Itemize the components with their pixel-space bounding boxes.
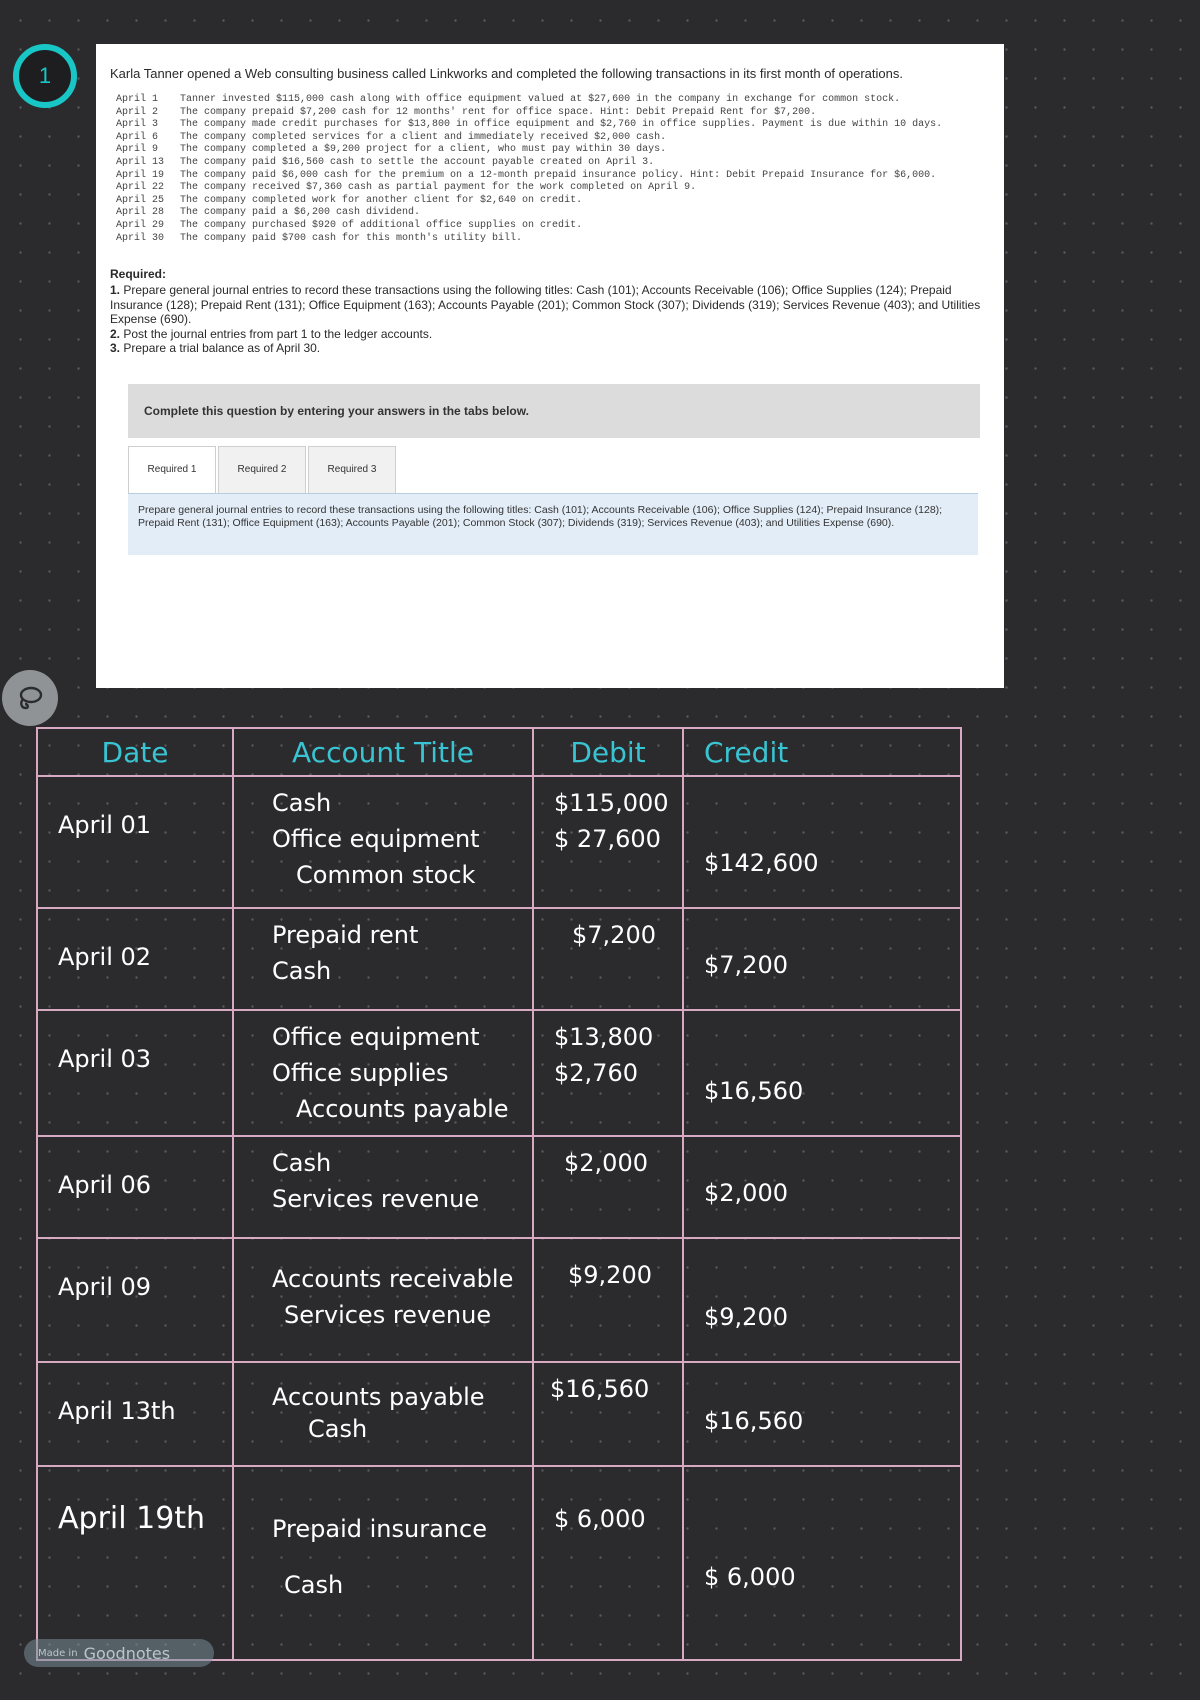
entry-credit: $16,560 <box>683 1362 961 1466</box>
transaction-row: April 3 The company made credit purchases for $13,800 in office equipment and $2,760 in office supplies. Payment is due within 10 days. <box>116 119 943 131</box>
entry-credit: $9,200 <box>683 1238 961 1362</box>
transaction-row: April 25 The company completed work for another client for $2,640 on credit. <box>116 194 583 206</box>
entry-date: April 06 <box>37 1136 233 1238</box>
transaction-row: April 19 The company paid $6,000 cash for the premium on a 12-month prepaid insurance policy. Hint: Debit Prepaid Insurance for $6,000. <box>116 169 937 181</box>
entry-accounts: Prepaid rent Cash <box>233 908 533 1010</box>
entry-date: April 01 <box>37 776 233 908</box>
lasso-icon <box>15 683 45 713</box>
transaction-row: April 30 The company paid $700 cash for this month's utility bill. <box>116 232 523 244</box>
entry-accounts: Office equipment Office supplies Accounts payable <box>233 1010 533 1136</box>
instruction-banner: Complete this question by entering your answers in the tabs below. <box>128 384 980 438</box>
entry-debits: $9,200 <box>533 1238 683 1362</box>
journal-row <box>37 1136 961 1238</box>
entry-accounts: Cash Services revenue <box>233 1136 533 1238</box>
transaction-row: April 29 The company purchased $920 of additional office supplies on credit. <box>116 219 583 231</box>
transaction-list <box>110 94 990 245</box>
header-debit: Debit <box>533 728 683 776</box>
tab-required-1[interactable]: Required 1 <box>128 446 216 493</box>
entry-debits: $16,560 <box>533 1362 683 1466</box>
journal-row <box>37 1362 961 1466</box>
header-credit: Credit <box>683 728 961 776</box>
entry-debits: $2,000 <box>533 1136 683 1238</box>
journal-row <box>37 1010 961 1136</box>
journal-row <box>37 1466 961 1660</box>
entry-accounts: Accounts payable Cash <box>233 1362 533 1466</box>
transaction-row: April 1 Tanner invested $115,000 cash along with office equipment valued at $27,600 in the company in exchange for common stock. <box>116 94 901 105</box>
entry-date: April 13th <box>37 1362 233 1466</box>
goodnotes-watermark: Made in Goodnotes <box>24 1639 214 1667</box>
required-item: 3. Prepare a trial balance as of April 30. <box>110 341 321 356</box>
journal-table <box>36 727 962 1661</box>
entry-debits: $115,000 $ 27,600 <box>533 776 683 908</box>
entry-accounts: Cash Office equipment Common stock <box>233 776 533 908</box>
tab-required-3[interactable]: Required 3 <box>308 446 396 493</box>
entry-debits: $ 6,000 <box>533 1466 683 1660</box>
entry-credit: $2,000 <box>683 1136 961 1238</box>
entry-credit: $ 6,000 <box>683 1466 961 1660</box>
journal-row <box>37 908 961 1010</box>
header-account-title: Account Title <box>233 728 533 776</box>
page-number-badge[interactable]: 1 <box>13 44 77 108</box>
journal-row <box>37 1238 961 1362</box>
problem-card <box>96 44 1004 688</box>
entry-accounts: Prepaid insurance Cash <box>233 1466 533 1660</box>
required-tabs <box>128 446 990 493</box>
transaction-row: April 22 The company received $7,360 cash as partial payment for the work completed on April 9. <box>116 182 697 194</box>
journal-row <box>37 776 961 908</box>
required-item: 2. Post the journal entries from part 1 to the ledger accounts. <box>110 326 433 341</box>
tab-required-2[interactable]: Required 2 <box>218 446 306 493</box>
entry-debits: $7,200 <box>533 908 683 1010</box>
entry-credit: $16,560 <box>683 1010 961 1136</box>
entry-date: April 09 <box>37 1238 233 1362</box>
transaction-row: April 28 The company paid a $6,200 cash dividend. <box>116 207 421 219</box>
entry-credit: $142,600 <box>683 776 961 908</box>
entry-date: April 03 <box>37 1010 233 1136</box>
lasso-tool-icon[interactable] <box>2 670 58 726</box>
header-date: Date <box>37 728 233 776</box>
journal-header-row <box>37 728 961 776</box>
entry-accounts: Accounts receivable Services revenue <box>233 1238 533 1362</box>
required-item: 1. Prepare general journal entries to record these transactions using the following titles: Cash (101); Accounts Receivable (106); Office Supplies (124); Prepaid Insurance (128); Prepaid Rent (131); Office Equipment (163); Accounts Payable (201); Common Stock (307); Dividends (319); Services Revenue (403); and Utilities Expense (690). <box>110 283 981 327</box>
problem-intro: Karla Tanner opened a Web consulting business called Linkworks and completed the following transactions in its first month of operations. <box>110 66 903 81</box>
entry-credit: $7,200 <box>683 908 961 1010</box>
entry-debits: $13,800 $2,760 <box>533 1010 683 1136</box>
transaction-row: April 9 The company completed a $9,200 project for a client, who must pay within 30 days. <box>116 144 667 156</box>
required-heading: Required: <box>110 267 167 282</box>
tab-content-instructions: Prepare general journal entries to record these transactions using the following titles: Cash (101); Accounts Receivable (106); Office Supplies (124); Prepaid Insurance (128); Prepaid Rent (131); Office Equipment (163); Accounts Payable (201); Common Stock (307); Dividends (319); Services Revenue (403); and Utilities Expense (690). <box>128 493 978 555</box>
transaction-row: April 6 The company completed services for a client and immediately received $2,000 cash. <box>116 131 667 143</box>
entry-date: April 02 <box>37 908 233 1010</box>
entry-date: April 19th <box>37 1466 233 1660</box>
transaction-row: April 2 The company prepaid $7,200 cash for 12 months' rent for office space. Hint: Debit Prepaid Rent for $7,200. <box>116 106 817 118</box>
transaction-row: April 13 The company paid $16,560 cash to settle the account payable created on April 3. <box>116 156 655 168</box>
